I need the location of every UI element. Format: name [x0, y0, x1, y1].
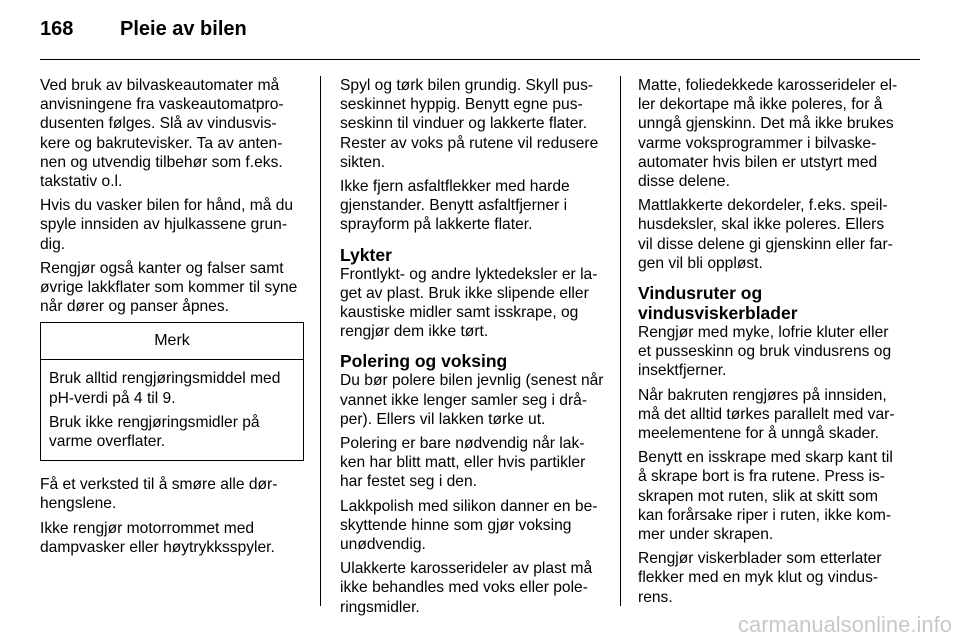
paragraph: Når bakruten rengjøres på innsiden, må det alltid tørkes parallelt med var-meelementene for å unngå skader.: [638, 386, 895, 443]
paragraph: Hvis du vasker bilen for hånd, må du spyle innsiden av hjulkassene grun-dig.: [40, 197, 294, 253]
paragraph: Ikke fjern asfaltflekker med harde gjenstander. Benytt asfaltfjerner i sprayform på lakkerte flater.: [340, 178, 570, 234]
paragraph: Frontlykt- og andre lyktedeksler er la-get av plast. Bruk ikke slipende eller kaustiske midler samt isskrape, og rengjør dem ikke tørt.: [340, 265, 598, 341]
section-heading-lykter: Lykter: [340, 244, 392, 265]
paragraph: Benytt en isskrape med skarp kant til å skrape bort is fra rutene. Press is-skrapen mot ruten, slik at skitt som kan forårsake riper i ruten, ikke kom-mer under skrapen.: [638, 449, 893, 544]
note-paragraph: Bruk alltid rengjøringsmiddel med pH-verdi på 4 til 9.: [49, 370, 281, 407]
paragraph: Du bør polere bilen jevnlig (senest når vannet ikke lenger samler seg i drå-per). Ellers vil lakken tørke ut.: [340, 372, 604, 428]
column-3: [638, 76, 902, 612]
paragraph: Lakkpolish med silikon danner en be-skyttende hinne som gjør voksing unødvendig.: [340, 497, 598, 554]
section-heading-vindusruter: Vindusruter og vindusviskerblader: [638, 283, 798, 324]
column-divider: [620, 76, 621, 606]
paragraph: Spyl og tørk bilen grundig. Skyll pus-seskinnet hyppig. Benytt egne pus-seskinn til vinduer og lakkerte flater. Rester av voks på rutene vil redusere sikten.: [340, 77, 599, 171]
paragraph: Ikke rengjør motorrommet med dampvasker eller høytrykksspyler.: [40, 519, 275, 556]
paragraph: Matte, foliedekkede karosserideler el-ler dekortape må ikke poleres, for å unngå gjenskinn. Det må ikke brukes varme voksprogrammer i bilvaske-automater hvis bilen er utstyrt med disse delene.: [638, 77, 898, 191]
header-rule: [40, 59, 920, 60]
note-body: [41, 360, 303, 460]
paragraph: Få et verksted til å smøre alle dør-hengslene.: [40, 476, 278, 513]
paragraph: Rengjør også kanter og falser samt øvrige lakkflater som kommer til syne når dører og panser åpnes.: [40, 259, 298, 316]
note-title: Merk: [41, 323, 303, 360]
column-divider: [320, 76, 321, 606]
chapter-title: Pleie av bilen: [120, 18, 247, 40]
section-heading-polering: Polering og voksing: [340, 351, 508, 372]
paragraph: Rengjør viskerblader som etterlater flekker med en myk klut og vindus-rens.: [638, 550, 882, 606]
column-2: [340, 76, 606, 622]
paragraph: Rengjør med myke, lofrie kluter eller et pusseskinn og bruk vindusrens og insektfjerner.: [638, 324, 892, 380]
note-box: [40, 322, 304, 461]
note-paragraph: Bruk ikke rengjøringsmidler på varme overflater.: [49, 413, 260, 451]
paragraph: Ulakkerte karosserideler av plast må ikke behandles med voks eller pole-ringsmidler.: [340, 560, 593, 616]
page-header: [40, 18, 247, 48]
watermark: carmanualsonline.info: [737, 612, 952, 637]
paragraph: Ved bruk av bilvaskeautomater må anvisningene fra vaskeautomatpro-dusenten følges. Slå av vindusvis-kere og bakrutevisker. Ta av anten-nen og utvendig tilbehør som f.eks. takstativ o.l.: [40, 77, 284, 191]
paragraph: Polering er bare nødvendig når lak-ken har blitt matt, eller hvis partikler har festet seg i den.: [340, 435, 586, 491]
paragraph: Mattlakkerte dekordeler, f.eks. speil-husdeksler, skal ikke poleres. Ellers vil disse delene gi gjenskinn eller far-gen vil bli oppløst.: [638, 197, 893, 272]
column-1: [40, 76, 304, 562]
page-number: 168: [40, 18, 74, 40]
